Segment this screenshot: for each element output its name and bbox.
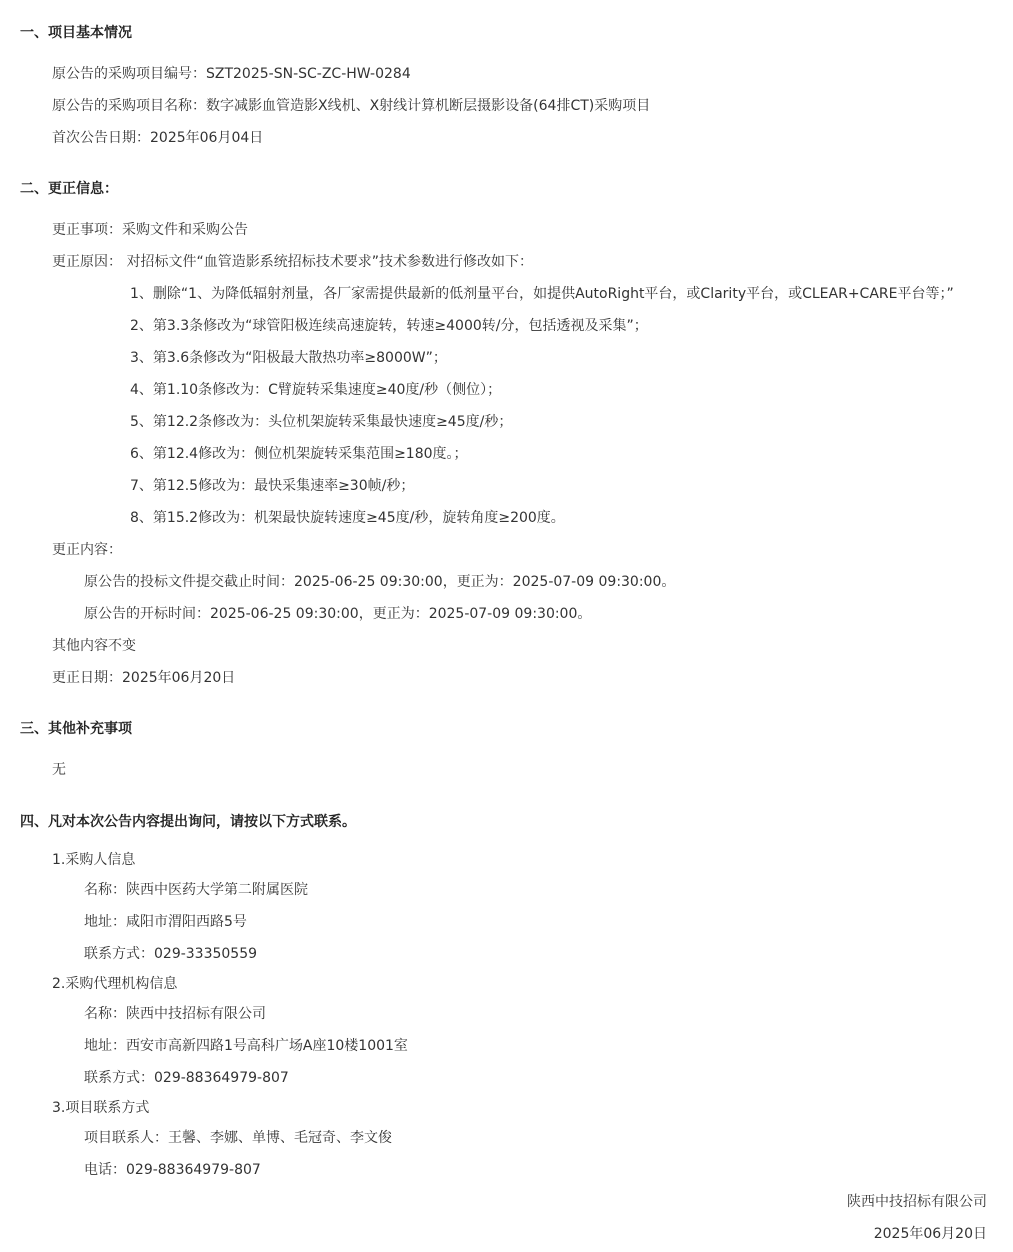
section-heading-basic-info: 一、项目基本情况 xyxy=(20,25,132,41)
purchaser-phone: 联系方式：029-33350559 xyxy=(84,946,258,962)
change-item: 1、删除“1、为降低辐射剂量，各厂家需提供最新的低剂量平台，如提供AutoRight平台，或Clarity平台，或CLEAR+CARE平台等；” xyxy=(130,286,954,302)
project-contact-phone: 电话：029-88364979-807 xyxy=(84,1162,261,1178)
purchaser-address: 地址：咸阳市渭阳西路5号 xyxy=(84,914,247,930)
project-contact-persons: 项目联系人：王馨、李娜、单博、毛冠奇、李文俊 xyxy=(84,1130,392,1146)
agency-phone: 联系方式：029-88364979-807 xyxy=(84,1070,289,1086)
change-item: 7、第12.5修改为：最快采集速率≥30帧/秒； xyxy=(130,478,415,494)
purchaser-name: 名称：陕西中医药大学第二附属医院 xyxy=(84,882,308,898)
project-contact-title: 3.项目联系方式 xyxy=(52,1100,150,1116)
agency-address: 地址：西安市高新四路1号高科广场A座10楼1001室 xyxy=(84,1038,408,1054)
correction-content-line: 原公告的开标时间：2025-06-25 09:30:00，更正为：2025-07-09 09:30:00。 xyxy=(84,606,592,622)
correction-item: 更正事项：采购文件和采购公告 xyxy=(52,222,248,238)
supplementary-text: 无 xyxy=(52,762,66,778)
original-project-name: 原公告的采购项目名称：数字减影血管造影X线机、X射线计算机断层摄影设备(64排CT)采购项目 xyxy=(52,98,651,114)
change-item: 8、第15.2修改为：机架最快旋转速度≥45度/秒，旋转角度≥200度。 xyxy=(130,510,565,526)
section-heading-supplementary: 三、其他补充事项 xyxy=(20,721,132,737)
correction-date: 更正日期：2025年06月20日 xyxy=(52,670,236,686)
first-announcement-date: 首次公告日期：2025年06月04日 xyxy=(52,130,264,146)
change-item: 2、第3.3条修改为“球管阳极连续高速旋转，转速≥4000转/分，包括透视及采集”； xyxy=(130,318,648,334)
purchaser-info-title: 1.采购人信息 xyxy=(52,852,136,868)
change-item: 3、第3.6条修改为“阳极最大散热功率≥8000W”； xyxy=(130,350,447,366)
section-heading-correction-info: 二、更正信息： xyxy=(20,181,118,197)
footer-company: 陕西中技招标有限公司 xyxy=(847,1194,987,1210)
correction-content-label: 更正内容： xyxy=(52,542,122,558)
original-project-number: 原公告的采购项目编号：SZT2025-SN-SC-ZC-HW-0284 xyxy=(52,66,411,82)
change-item: 5、第12.2条修改为：头位机架旋转采集最快速度≥45度/秒； xyxy=(130,414,513,430)
section-heading-contact: 四、凡对本次公告内容提出询问，请按以下方式联系。 xyxy=(20,814,356,830)
change-item: 4、第1.10条修改为：C臂旋转采集速度≥40度/秒（侧位）； xyxy=(130,382,502,398)
correction-content-line: 原公告的投标文件提交截止时间：2025-06-25 09:30:00，更正为：2025-07-09 09:30:00。 xyxy=(84,574,676,590)
agency-info-title: 2.采购代理机构信息 xyxy=(52,976,178,992)
footer-date: 2025年06月20日 xyxy=(873,1226,987,1242)
other-unchanged-note: 其他内容不变 xyxy=(52,638,136,654)
correction-reason: 更正原因： 对招标文件“血管造影系统招标技术要求”技术参数进行修改如下： xyxy=(52,254,533,270)
change-item: 6、第12.4修改为：侧位机架旋转采集范围≥180度。； xyxy=(130,446,468,462)
agency-name: 名称：陕西中技招标有限公司 xyxy=(84,1006,266,1022)
